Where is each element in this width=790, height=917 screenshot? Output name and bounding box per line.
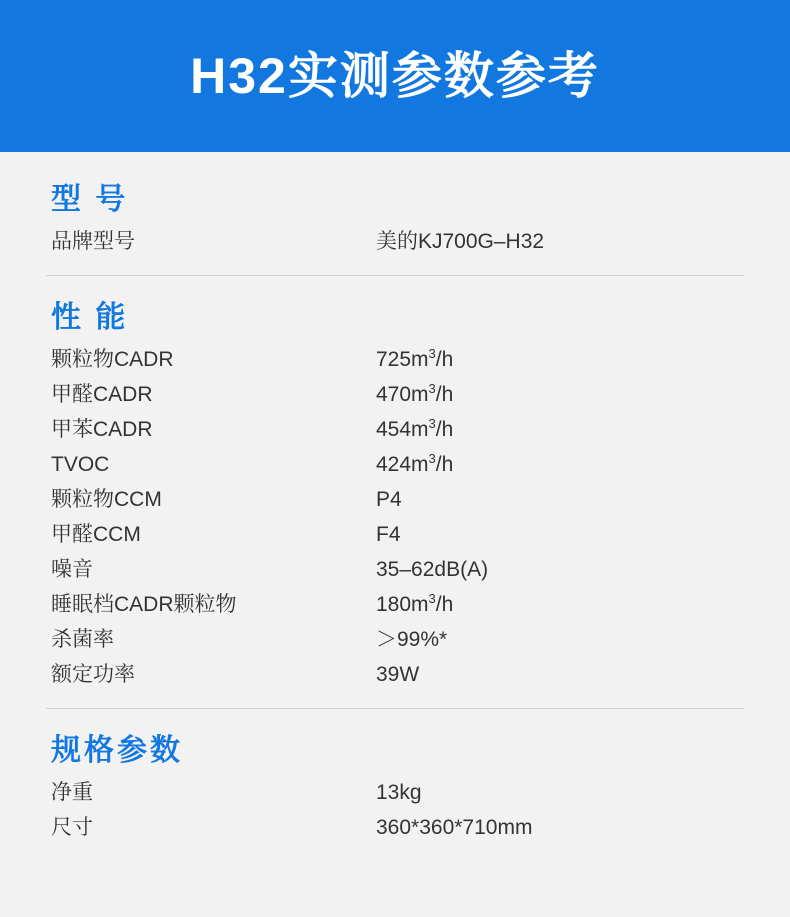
spec-label: TVOC xyxy=(51,453,110,476)
value-main: 454m xyxy=(376,418,429,441)
spec-label: 甲醛CADR xyxy=(51,383,153,406)
spec-row xyxy=(46,224,744,259)
value-main: ＞99%* xyxy=(376,628,448,651)
spec-row xyxy=(46,412,744,447)
spec-value: 美的KJ700G–H32 xyxy=(376,230,545,253)
spec-value xyxy=(376,622,744,657)
spec-value xyxy=(376,517,744,552)
spec-row xyxy=(46,810,744,845)
rows-specifications xyxy=(46,775,744,845)
value-sup: 3 xyxy=(428,381,436,396)
value-sup: 3 xyxy=(428,346,436,361)
value-main: 424m xyxy=(376,453,429,476)
spec-row xyxy=(46,517,744,552)
spec-label: 净重 xyxy=(51,781,93,804)
spec-label: 品牌型号 xyxy=(51,230,135,253)
spec-row xyxy=(46,377,744,412)
value-sup: 3 xyxy=(428,591,436,606)
spec-content xyxy=(0,152,790,845)
page-banner xyxy=(0,0,790,152)
section-title-model: 型 号 xyxy=(51,183,129,216)
spec-label: 甲醛CCM xyxy=(51,523,141,546)
spec-row xyxy=(46,622,744,657)
value-main: 470m xyxy=(376,383,429,406)
page-title: H32实测参数参考 xyxy=(190,48,600,104)
spec-row xyxy=(46,775,744,810)
spec-label: 噪音 xyxy=(51,558,93,581)
value-main: P4 xyxy=(376,488,402,511)
value-main: 39W xyxy=(376,663,420,686)
spec-value xyxy=(376,587,744,622)
value-main: 35–62dB(A) xyxy=(376,558,489,581)
spec-label: 颗粒物CADR xyxy=(51,348,174,371)
spec-row xyxy=(46,482,744,517)
spec-row xyxy=(46,447,744,482)
spec-value xyxy=(376,482,744,517)
section-title-performance: 性 能 xyxy=(51,301,129,334)
value-main: F4 xyxy=(376,523,401,546)
spec-row xyxy=(46,657,744,692)
spec-value xyxy=(376,412,744,447)
section-specifications xyxy=(46,709,744,845)
spec-row xyxy=(46,342,744,377)
value-suffix: /h xyxy=(435,348,454,371)
rows-model xyxy=(46,224,744,259)
value-suffix: /h xyxy=(435,453,454,476)
value-suffix: /h xyxy=(435,418,454,441)
spec-value xyxy=(376,552,744,587)
spec-value xyxy=(376,657,744,692)
spec-value xyxy=(376,377,744,412)
value-suffix: /h xyxy=(435,593,454,616)
rows-performance xyxy=(46,342,744,692)
spec-label: 尺寸 xyxy=(51,816,93,839)
spec-label: 甲苯CADR xyxy=(51,418,153,441)
value-main: 725m xyxy=(376,348,429,371)
spec-value xyxy=(376,447,744,482)
spec-label: 颗粒物CCM xyxy=(51,488,162,511)
value-main: 180m xyxy=(376,593,429,616)
value-sup: 3 xyxy=(428,416,436,431)
value-sup: 3 xyxy=(428,451,436,466)
section-performance xyxy=(46,276,744,709)
spec-row xyxy=(46,552,744,587)
spec-value: 360*360*710mm xyxy=(376,816,533,839)
section-model xyxy=(46,152,744,276)
section-title-specifications: 规格参数 xyxy=(51,734,183,767)
spec-value: 13kg xyxy=(376,781,422,804)
spec-row xyxy=(46,587,744,622)
spec-label: 杀菌率 xyxy=(51,628,114,651)
spec-label: 睡眠档CADR颗粒物 xyxy=(51,593,237,616)
spec-label: 额定功率 xyxy=(51,663,135,686)
value-suffix: /h xyxy=(435,383,454,406)
spec-value xyxy=(376,342,744,377)
